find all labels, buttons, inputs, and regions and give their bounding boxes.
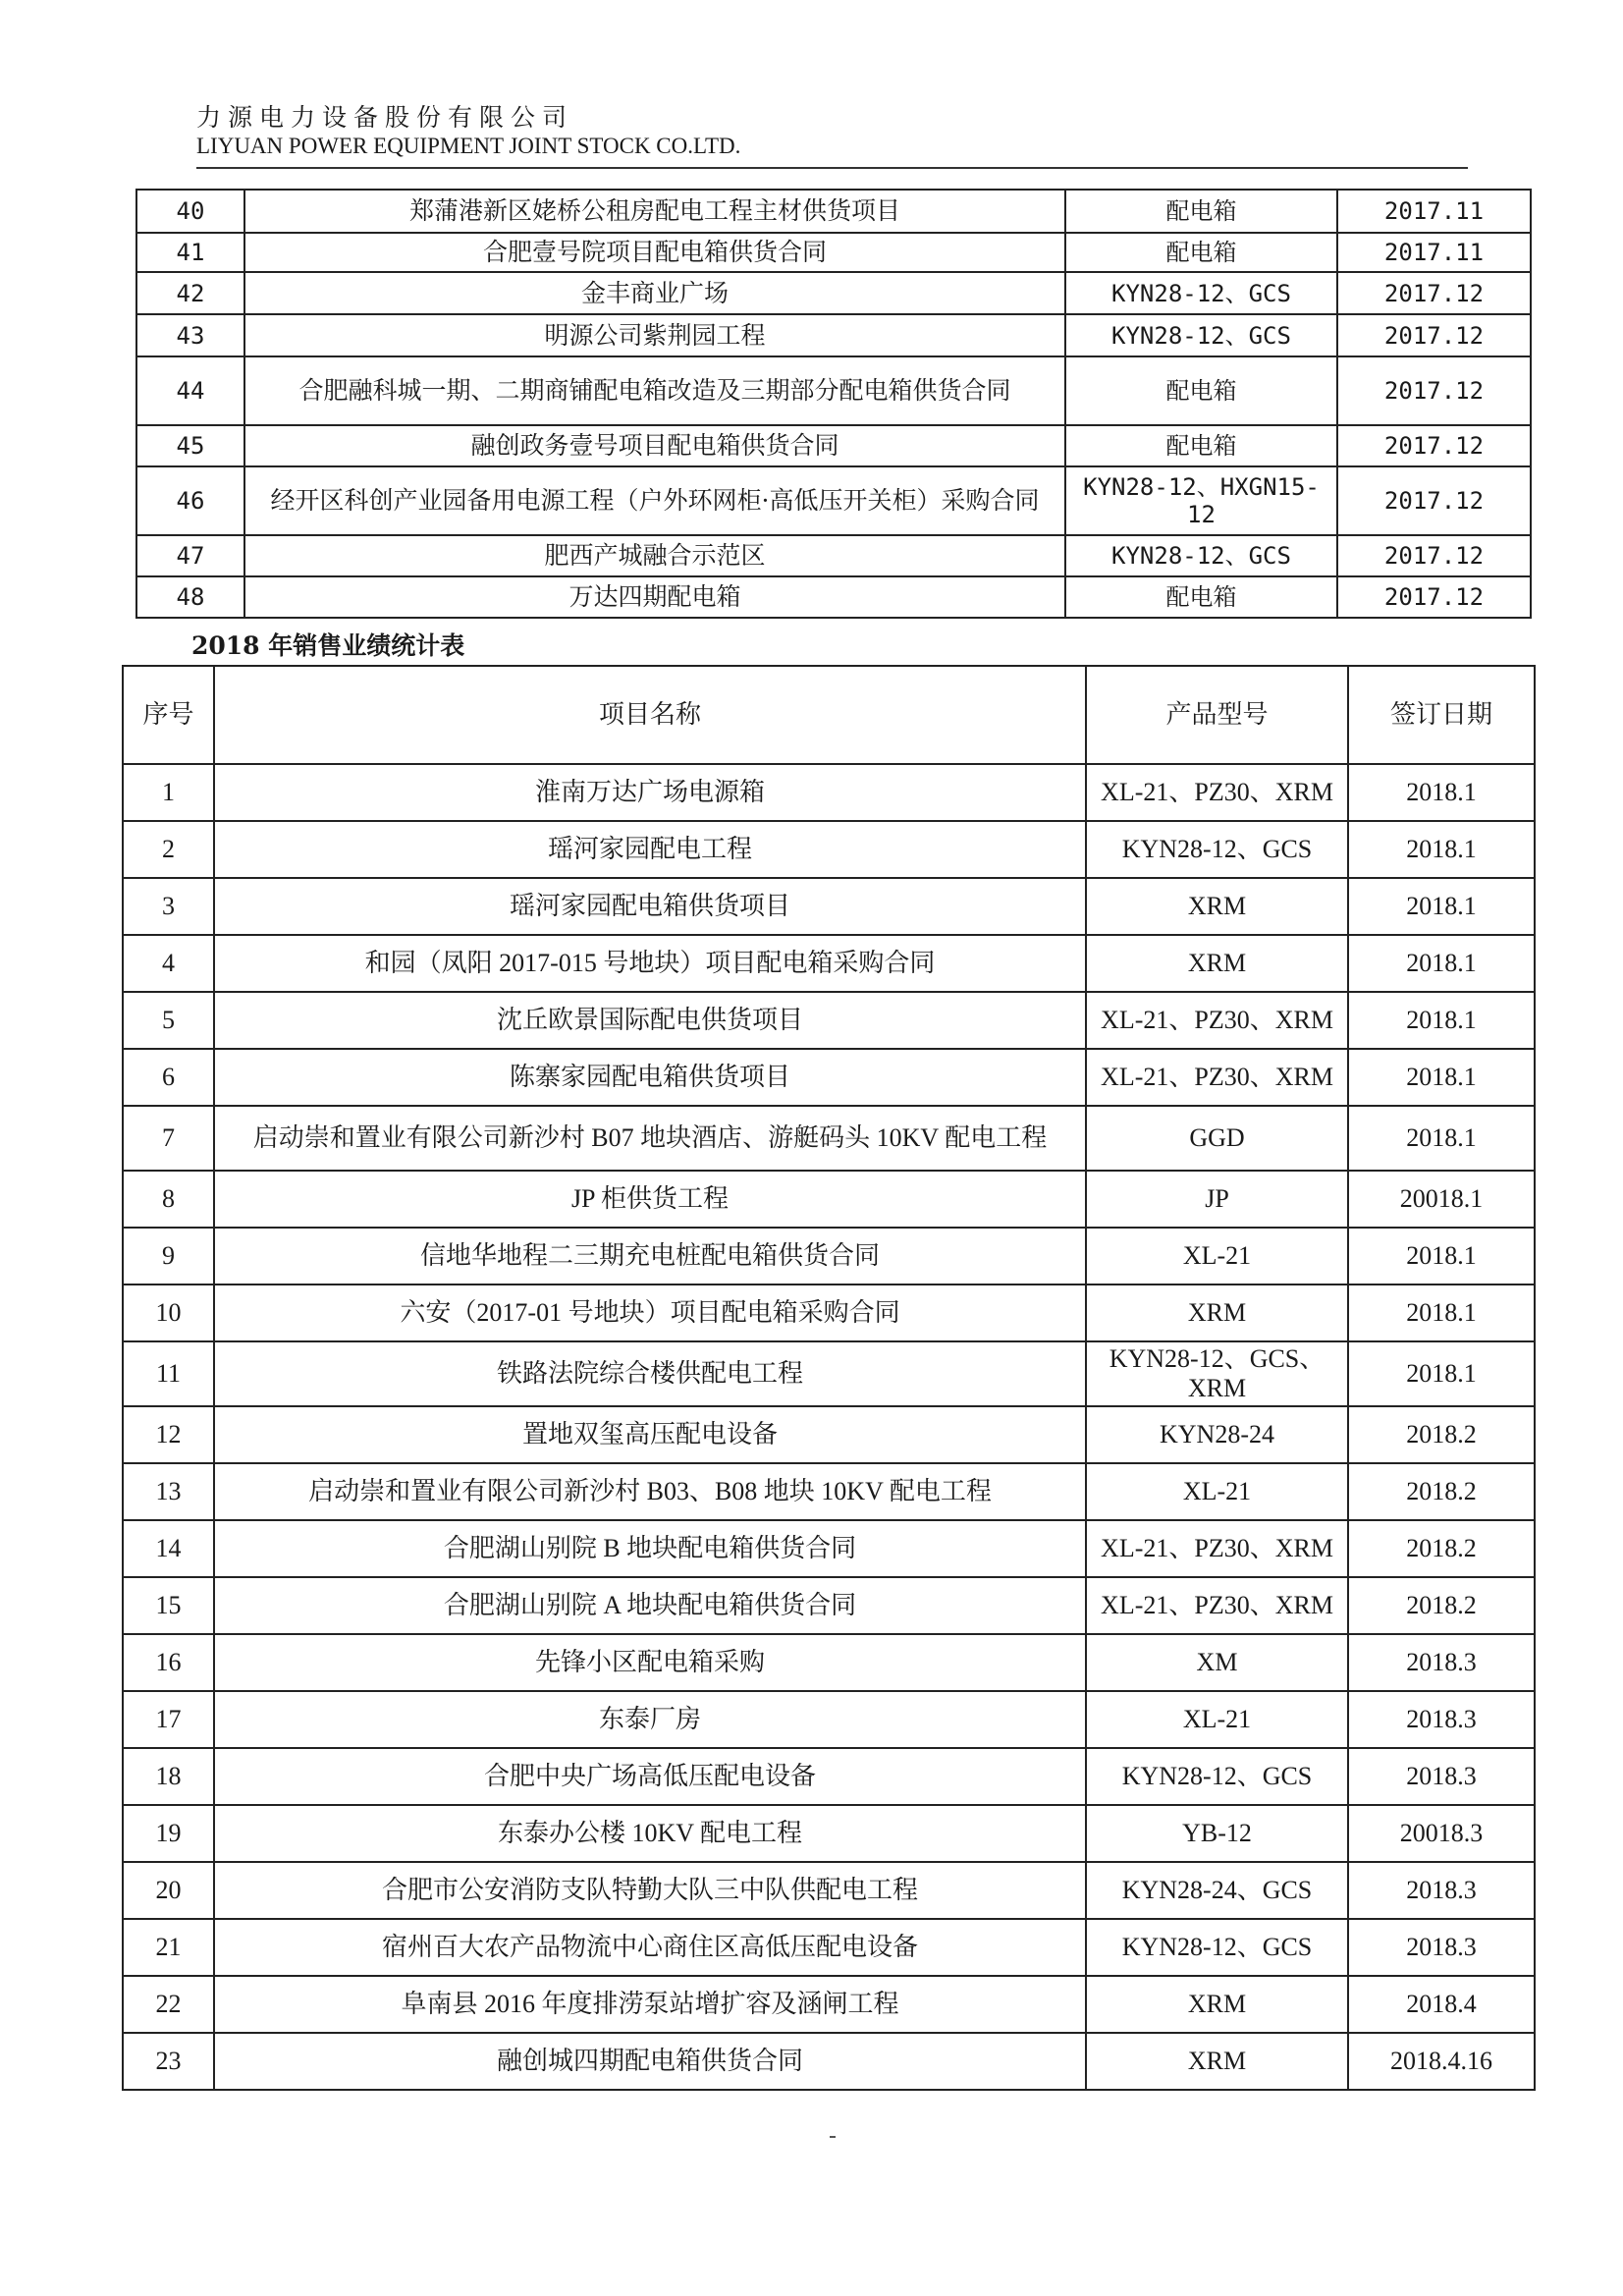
cell-model: XL-21、PZ30、XRM <box>1086 1577 1348 1634</box>
company-name-cn: 力源电力设备股份有限公司 <box>196 103 574 132</box>
table-row <box>123 1049 1535 1106</box>
cell-name: 合肥壹号院项目配电箱供货合同 <box>244 233 1065 272</box>
cell-model: XRM <box>1086 878 1348 935</box>
cell-model: XL-21、PZ30、XRM <box>1086 764 1348 821</box>
cell-no: 3 <box>123 878 214 935</box>
cell-name: 先锋小区配电箱采购 <box>214 1634 1086 1691</box>
cell-name: 明源公司紫荆园工程 <box>244 314 1065 356</box>
table-row <box>123 1171 1535 1228</box>
cell-model: KYN28-24、GCS <box>1086 1862 1348 1919</box>
scan-speck <box>830 2136 836 2138</box>
table-row <box>136 535 1531 576</box>
cell-date: 2018.3 <box>1348 1691 1535 1748</box>
cell-model: JP <box>1086 1171 1348 1228</box>
cell-no: 21 <box>123 1919 214 1976</box>
cell-name: 万达四期配电箱 <box>244 576 1065 618</box>
cell-no: 11 <box>123 1341 214 1406</box>
cell-model: KYN28-12、GCS、XRM <box>1086 1341 1348 1406</box>
table-row <box>136 314 1531 356</box>
table-row <box>123 1228 1535 1285</box>
cell-no: 15 <box>123 1577 214 1634</box>
cell-date: 2017.12 <box>1337 356 1531 425</box>
cell-name: 合肥融科城一期、二期商铺配电箱改造及三期部分配电箱供货合同 <box>244 356 1065 425</box>
cell-no: 14 <box>123 1520 214 1577</box>
cell-name: 合肥中央广场高低压配电设备 <box>214 1748 1086 1805</box>
cell-model: XRM <box>1086 1976 1348 2033</box>
cell-no: 12 <box>123 1406 214 1463</box>
cell-no: 45 <box>136 425 244 466</box>
cell-model: 配电箱 <box>1065 576 1337 618</box>
header-date: 签订日期 <box>1348 666 1535 764</box>
cell-name: 置地双玺高压配电设备 <box>214 1406 1086 1463</box>
cell-date: 2018.2 <box>1348 1463 1535 1520</box>
cell-date: 2018.3 <box>1348 1748 1535 1805</box>
cell-no: 19 <box>123 1805 214 1862</box>
cell-model: KYN28-12、GCS <box>1086 821 1348 878</box>
company-name-en: LIYUAN POWER EQUIPMENT JOINT STOCK CO.LTD. <box>196 134 741 158</box>
table-row <box>123 1805 1535 1862</box>
cell-date: 2017.12 <box>1337 314 1531 356</box>
cell-name: 郑蒲港新区姥桥公租房配电工程主材供货项目 <box>244 190 1065 233</box>
sales-table-2017-continued <box>135 189 1532 619</box>
cell-no: 46 <box>136 466 244 535</box>
cell-date: 2017.12 <box>1337 425 1531 466</box>
cell-date: 2018.1 <box>1348 935 1535 992</box>
cell-name: 合肥湖山别院 B 地块配电箱供货合同 <box>214 1520 1086 1577</box>
cell-model: GGD <box>1086 1106 1348 1171</box>
cell-date: 2018.4.16 <box>1348 2033 1535 2090</box>
header-rule <box>196 167 1468 169</box>
cell-date: 2018.2 <box>1348 1520 1535 1577</box>
cell-date: 2018.1 <box>1348 1049 1535 1106</box>
cell-model: KYN28-24 <box>1086 1406 1348 1463</box>
cell-name: 肥西产城融合示范区 <box>244 535 1065 576</box>
cell-name: 启动崇和置业有限公司新沙村 B07 地块酒店、游艇码头 10KV 配电工程 <box>214 1106 1086 1171</box>
cell-model: XM <box>1086 1634 1348 1691</box>
cell-no: 16 <box>123 1634 214 1691</box>
cell-name: 融创政务壹号项目配电箱供货合同 <box>244 425 1065 466</box>
cell-model: YB-12 <box>1086 1805 1348 1862</box>
cell-date: 2018.2 <box>1348 1577 1535 1634</box>
cell-no: 8 <box>123 1171 214 1228</box>
cell-no: 47 <box>136 535 244 576</box>
cell-name: 铁路法院综合楼供配电工程 <box>214 1341 1086 1406</box>
cell-name: 融创城四期配电箱供货合同 <box>214 2033 1086 2090</box>
cell-no: 5 <box>123 992 214 1049</box>
cell-name: 金丰商业广场 <box>244 272 1065 314</box>
cell-date: 2018.1 <box>1348 992 1535 1049</box>
table-row <box>123 1748 1535 1805</box>
cell-date: 2018.4 <box>1348 1976 1535 2033</box>
table-row <box>123 1285 1535 1341</box>
cell-name: 六安（2017-01 号地块）项目配电箱采购合同 <box>214 1285 1086 1341</box>
cell-no: 43 <box>136 314 244 356</box>
cell-date: 2017.12 <box>1337 576 1531 618</box>
cell-name: 阜南县 2016 年度排涝泵站增扩容及涵闸工程 <box>214 1976 1086 2033</box>
cell-model: XL-21 <box>1086 1463 1348 1520</box>
cell-no: 10 <box>123 1285 214 1341</box>
cell-model: XL-21 <box>1086 1691 1348 1748</box>
table-row <box>123 1634 1535 1691</box>
cell-no: 40 <box>136 190 244 233</box>
cell-model: KYN28-12、GCS <box>1086 1919 1348 1976</box>
table-row <box>123 1463 1535 1520</box>
table-row <box>123 1406 1535 1463</box>
cell-name: 启动崇和置业有限公司新沙村 B03、B08 地块 10KV 配电工程 <box>214 1463 1086 1520</box>
table-row <box>136 356 1531 425</box>
cell-model: XRM <box>1086 1285 1348 1341</box>
cell-no: 1 <box>123 764 214 821</box>
cell-no: 7 <box>123 1106 214 1171</box>
table-row <box>136 576 1531 618</box>
cell-date: 2018.1 <box>1348 764 1535 821</box>
cell-model: KYN28-12、GCS <box>1086 1748 1348 1805</box>
table-row <box>123 2033 1535 2090</box>
cell-date: 2018.1 <box>1348 821 1535 878</box>
cell-no: 23 <box>123 2033 214 2090</box>
cell-no: 44 <box>136 356 244 425</box>
cell-model: KYN28-12、GCS <box>1065 535 1337 576</box>
table-row <box>123 1341 1535 1406</box>
cell-date: 2017.11 <box>1337 233 1531 272</box>
table-row <box>123 1919 1535 1976</box>
cell-name: 宿州百大农产品物流中心商住区高低压配电设备 <box>214 1919 1086 1976</box>
cell-model: XL-21、PZ30、XRM <box>1086 992 1348 1049</box>
table-row <box>136 466 1531 535</box>
cell-name: 瑶河家园配电箱供货项目 <box>214 878 1086 935</box>
cell-model: XL-21、PZ30、XRM <box>1086 1520 1348 1577</box>
header-no: 序号 <box>123 666 214 764</box>
cell-date: 2017.11 <box>1337 190 1531 233</box>
table-row <box>136 233 1531 272</box>
cell-date: 2018.1 <box>1348 1228 1535 1285</box>
cell-model: XRM <box>1086 935 1348 992</box>
cell-name: 东泰办公楼 10KV 配电工程 <box>214 1805 1086 1862</box>
cell-name: 信地华地程二三期充电桩配电箱供货合同 <box>214 1228 1086 1285</box>
letterhead <box>196 103 740 160</box>
table-row <box>136 272 1531 314</box>
table-row <box>123 1106 1535 1171</box>
cell-name: 沈丘欧景国际配电供货项目 <box>214 992 1086 1049</box>
cell-model: XRM <box>1086 2033 1348 2090</box>
table-row <box>136 190 1531 233</box>
cell-date: 2018.2 <box>1348 1406 1535 1463</box>
cell-name: 经开区科创产业园备用电源工程（户外环网柜·高低压开关柜）采购合同 <box>244 466 1065 535</box>
cell-name: 合肥市公安消防支队特勤大队三中队供配电工程 <box>214 1862 1086 1919</box>
cell-date: 2018.3 <box>1348 1634 1535 1691</box>
cell-model: 配电箱 <box>1065 190 1337 233</box>
cell-no: 20 <box>123 1862 214 1919</box>
cell-name: 和园（凤阳 2017-015 号地块）项目配电箱采购合同 <box>214 935 1086 992</box>
cell-no: 41 <box>136 233 244 272</box>
table-row <box>123 1976 1535 2033</box>
cell-date: 2017.12 <box>1337 272 1531 314</box>
cell-date: 2018.1 <box>1348 1106 1535 1171</box>
cell-date: 2017.12 <box>1337 535 1531 576</box>
cell-model: KYN28-12、GCS <box>1065 314 1337 356</box>
sales-table-2018 <box>122 665 1536 2091</box>
cell-name: 淮南万达广场电源箱 <box>214 764 1086 821</box>
cell-name: 东泰厂房 <box>214 1691 1086 1748</box>
table-row <box>123 1577 1535 1634</box>
table-row <box>123 821 1535 878</box>
cell-no: 18 <box>123 1748 214 1805</box>
cell-no: 13 <box>123 1463 214 1520</box>
cell-name: 瑶河家园配电工程 <box>214 821 1086 878</box>
table-header-row <box>123 666 1535 764</box>
table-row <box>123 992 1535 1049</box>
table-row <box>123 878 1535 935</box>
header-name: 项目名称 <box>214 666 1086 764</box>
table-row <box>123 764 1535 821</box>
cell-date: 2018.3 <box>1348 1862 1535 1919</box>
cell-date: 2018.1 <box>1348 1285 1535 1341</box>
cell-model: KYN28-12、HXGN15-12 <box>1065 466 1337 535</box>
cell-date: 20018.3 <box>1348 1805 1535 1862</box>
header-model: 产品型号 <box>1086 666 1348 764</box>
cell-no: 17 <box>123 1691 214 1748</box>
cell-date: 2017.12 <box>1337 466 1531 535</box>
cell-model: 配电箱 <box>1065 356 1337 425</box>
cell-name: 合肥湖山别院 A 地块配电箱供货合同 <box>214 1577 1086 1634</box>
cell-date: 20018.1 <box>1348 1171 1535 1228</box>
cell-no: 6 <box>123 1049 214 1106</box>
table-row <box>123 1862 1535 1919</box>
cell-model: XL-21、PZ30、XRM <box>1086 1049 1348 1106</box>
cell-date: 2018.3 <box>1348 1919 1535 1976</box>
table-caption-2018: 2018 年销售业绩统计表 <box>191 631 465 660</box>
table-row <box>123 935 1535 992</box>
cell-date: 2018.1 <box>1348 1341 1535 1406</box>
cell-date: 2018.1 <box>1348 878 1535 935</box>
table-row <box>123 1520 1535 1577</box>
cell-no: 2 <box>123 821 214 878</box>
cell-no: 42 <box>136 272 244 314</box>
cell-model: 配电箱 <box>1065 425 1337 466</box>
table-row <box>136 425 1531 466</box>
cell-no: 4 <box>123 935 214 992</box>
cell-model: 配电箱 <box>1065 233 1337 272</box>
cell-model: XL-21 <box>1086 1228 1348 1285</box>
cell-name: 陈寨家园配电箱供货项目 <box>214 1049 1086 1106</box>
table-row <box>123 1691 1535 1748</box>
cell-no: 9 <box>123 1228 214 1285</box>
cell-model: KYN28-12、GCS <box>1065 272 1337 314</box>
cell-no: 22 <box>123 1976 214 2033</box>
cell-no: 48 <box>136 576 244 618</box>
cell-name: JP 柜供货工程 <box>214 1171 1086 1228</box>
